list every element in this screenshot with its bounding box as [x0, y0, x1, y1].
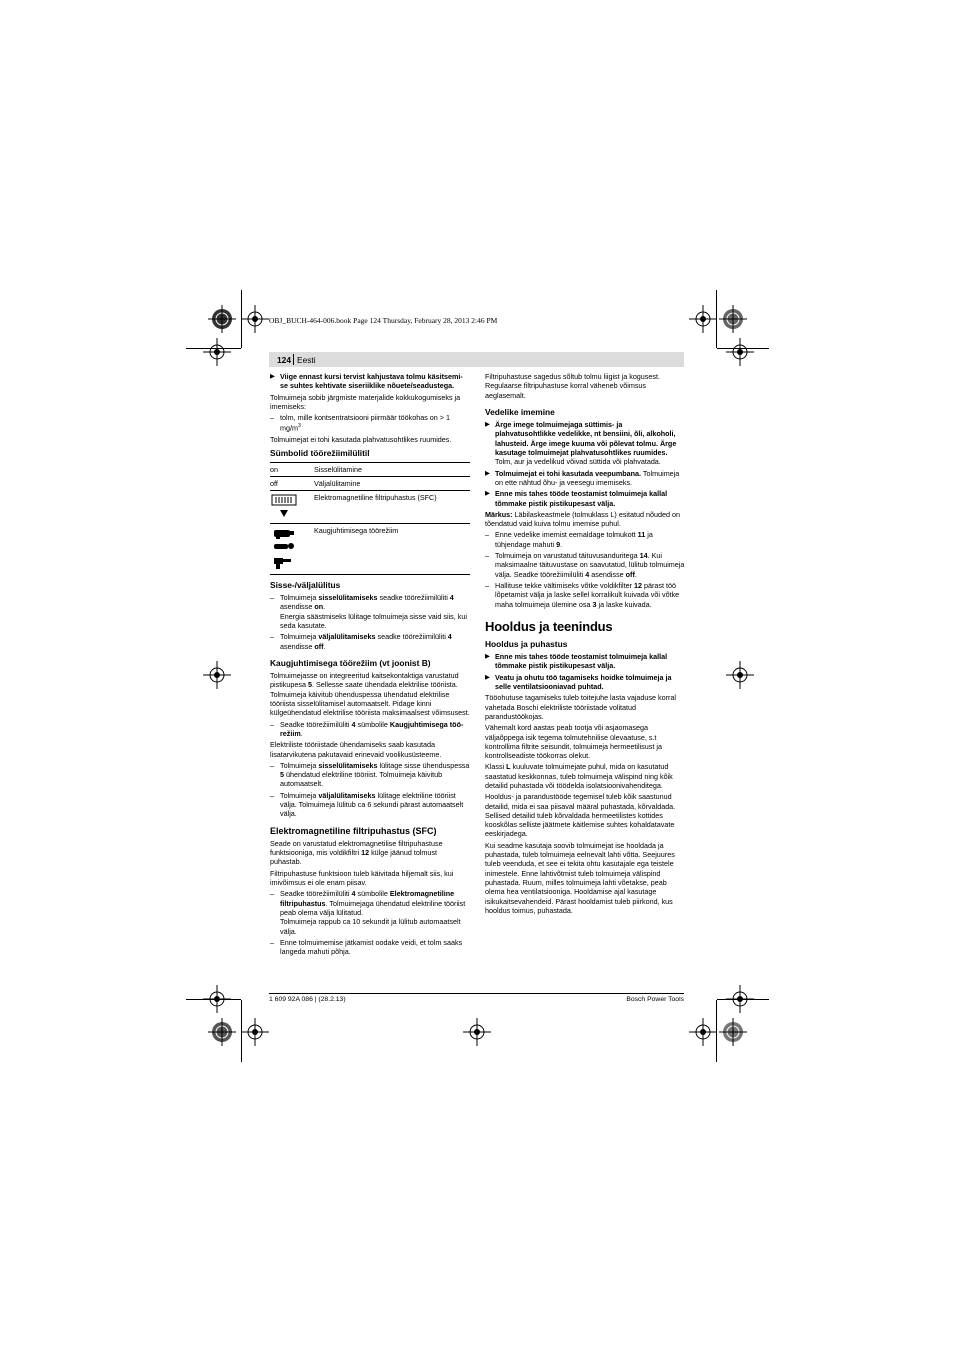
paragraph: Seade on varustatud elektromagnetilise filtripuhastuse funktsiooniga, mis voldikfiltri 12 külge jäänud tolmust puhastab.: [270, 838, 443, 867]
left-column: [270, 372, 470, 958]
symbols-table: [270, 462, 470, 575]
power-tool-icons: [270, 526, 300, 570]
warning-item: ▶ Enne mis tahes tööde teostamist tolmuimeja kallal tõmmake pistik pistikupesast välja.: [485, 652, 668, 671]
warning-item: ▶ Veatu ja ohutu töö tagamiseks hoidke tolmuimeja ja selle ventilatsiooniavad puhtad.: [485, 672, 672, 692]
page-footer: [269, 993, 684, 1003]
registration-crosshair-icon: [689, 305, 717, 333]
paragraph: Vähemalt kord aastas peab tootja või asjaomasega väljaõppega isik tegema tolmutehnilise ülevaatuse, s.t kontrollima filtrite seisundit, tolmuimeja hermeetilisust ja kontrollseadiste töökorras olekut.: [485, 723, 662, 761]
registration-target-icon: [208, 305, 236, 333]
list-item: – Tolmuimeja on varustatud täituvusanduritega 14. Kui maksimaalne täituvustase on saavutatud, lülitub tolmuimeja välja. Seadke töörežiimilüliti 4 asendisse off.: [485, 551, 685, 579]
footer-brand: Bosch Power Tools: [626, 996, 684, 1003]
list-item: – Seadke töörežiimilüliti 4 sümbolile Elektromagnetiline filtripuhastus. Tolmuimejaga ühendatud elektriline tööriist peab olema välja lülitatud. Tolmuimeja rappub ca 10 sekundit ja lülitub automaatselt välja.: [270, 889, 466, 936]
registration-crosshair-icon: [203, 985, 231, 1013]
list-item: – Tolmuimeja väljalülitamiseks seadke töörežiimilüliti 4 asendisse off.: [270, 632, 452, 651]
registration-crosshair-icon: [241, 1018, 269, 1046]
arrow-icon: ▶: [270, 373, 275, 380]
registration-target-icon: [208, 1018, 236, 1046]
registration-crosshair-icon: [726, 338, 754, 366]
paragraph: Elektriliste tööriistade ühendamiseks saab kasutada lisatarvikutena pakutavaid erinevaid voolikusüsteeme.: [270, 740, 442, 759]
arrow-icon: ▶: [485, 673, 490, 681]
sfc-filter-icon: [270, 493, 300, 519]
symbol-key: on: [270, 462, 314, 476]
paragraph: Kui seadme kasutaja soovib tolmuimejat ise hooldada ja puhastada, tuleb tolmuimeja eelnevalt lahti võtta. Seejuures tuleb veenduda, et see ei tekita ohtu kasutajale ega teistele inimestele. Enne lahtivõtmist tuleb tolmuimeja välispind puhastada. Ruum, milles tolmuimeja lahti võetakse, peab olema hea ventilatsiooniga. Hooldamise ajal kasutage isikukaitsevahendeid. Pärast hooldamist tuleb piirkond, kus hooldus toimus, puhastada.: [485, 840, 675, 915]
arrow-icon: ▶: [485, 469, 490, 477]
table-row: [270, 462, 470, 476]
registration-crosshair-icon: [203, 661, 231, 689]
page-number: 124: [277, 355, 291, 365]
registration-target-icon: [719, 305, 747, 333]
right-column: [485, 372, 685, 917]
section-heading: Sisse-/väljalülitus: [270, 579, 341, 590]
chapter-title: Hooldus ja teenindus: [485, 618, 613, 634]
paragraph: Klassi L kuuluvate tolmuimejate puhul, mida on kasutatud saastatud keskkonnas, tuleb tolmuimeja välispind ning kõik detailid puhastada või töödelda isolatsioonivahenditega.: [485, 762, 673, 790]
list-item: – Enne vedelike imemist eemaldage tolmukott 11 ja tühjendage mahuti 9.: [485, 530, 653, 549]
symbol-value: Elektromagnetiline filtripuhastus (SFC): [314, 490, 470, 523]
registration-target-icon: [719, 1018, 747, 1046]
arrow-icon: ▶: [485, 490, 490, 498]
paragraph: Tolmuimeja sobib järgmiste materjalide kokkukogumiseks ja imemiseks:: [270, 392, 461, 411]
section-heading: Hooldus ja puhastus: [485, 638, 568, 649]
symbol-key: off: [270, 476, 314, 490]
arrow-icon: ▶: [485, 421, 490, 429]
table-row: [270, 523, 470, 574]
language-label: Eesti: [297, 355, 316, 365]
symbol-value: Sisselülitamine: [314, 462, 470, 476]
page-header: [269, 352, 684, 367]
header-divider: [293, 354, 294, 365]
list-item: – tolm, mille kontsentratsiooni piirmäär töökohas on > 1 $mg/m^3$: [270, 413, 450, 433]
footer-doc-number: 1 609 92A 086 | (28.2.13): [269, 996, 346, 1003]
warning-item: ▶ Tolmuimejat ei tohi kasutada veepumbana. Tolmuimeja on ette nähtud õhu- ja veesegu imemiseks.: [485, 468, 680, 487]
paragraph: Tolmuimejasse on integreeritud kaitsekontaktiga varustatud pistikupesa 5. Sellesse saate ühendada elektrilise tööriista. Tolmuimeja käivitub ühenduspessa ühendatud elektrilise tööriista sisselülitamisel automaatselt. Pidage kinni külgeühendatud elektrilise tööriista maksimaalsest võimsusest.: [270, 671, 470, 718]
section-heading: Kaugjuhtimisega töörežiim (vt joonist B): [270, 657, 431, 668]
warning-item: ▶ Enne mis tahes tööde teostamist tolmuimeja kallal tõmmake pistik pistikupesast välja.: [485, 489, 668, 508]
arrow-icon: ▶: [485, 653, 490, 661]
section-heading: Vedelike imemine: [485, 406, 555, 417]
paragraph: Hooldus- ja parandustööde tegemisel tuleb kõik saastunud detailid, mida ei saa piisaval määral puhastada, kõrvaldada. Sellised detailid tuleb kõrvaldada hermeetilistes kottides kooskõlas selliste jäätmete käitlemise suhtes kohaldatavate eeskirjadega.: [485, 792, 676, 839]
section-heading: Sümbolid töörežiimilülitil: [270, 448, 370, 459]
warning-item: ▶ Ärge imege tolmuimejaga süttimis- ja plahvatusohtlikke vedelikke, nt bensiini, õli, alkoholi, lahusteid. Ärge imege kuuma või põlevat tolmu. Ärge kasutage tolmuimejat plahvatusohtlikes ruumides. Tolm, aur ja vedelikud võivad süttida või plahvatada.: [485, 420, 677, 467]
registration-crosshair-icon: [203, 338, 231, 366]
list-item: – Tolmuimeja sisselülitamiseks lülitage sisse ühenduspessa 5 ühendatud elektriline tööriist. Tolmuimeja käivitub automaatselt.: [270, 760, 470, 789]
registration-crosshair-icon: [689, 1018, 717, 1046]
list-item: – Hallituse tekke vältimiseks võtke voldikfilter 12 pärast töö lõpetamist välja ja laske sellel korralikult kuivada või võtke maha tolmuimeja ülemine osa 3 ja laske kuivada.: [485, 580, 680, 609]
list-item: – Enne tolmuimemise jätkamist oodake veidi, et tolm saaks langeda mahuti põhja.: [270, 937, 463, 957]
registration-crosshair-icon: [726, 661, 754, 689]
list-item: – Tolmuimeja väljalülitamiseks lülitage elektriline tööriist välja. Tolmuimeja lülitub ca 6 sekundi pärast automaatselt välja.: [270, 790, 464, 819]
registration-crosshair-icon: [726, 985, 754, 1013]
list-item: – Seadke töörežiimilüliti 4 sümbolile Kaugjuhtimisega töö-režiim.: [270, 719, 464, 738]
warning-item: ▶ Viige ennast kursi tervist kahjustava tolmu käsitsemi-se suhtes kehtivate siseriiklike nõuete/seadustega.: [270, 372, 463, 391]
symbol-value: Kaugjuhtimisega töörežiim: [314, 523, 470, 574]
registration-crosshair-icon: [241, 305, 269, 333]
table-row: [270, 490, 470, 523]
paragraph: Märkus: Läbilaskeastmele (tolmuklass L) esitatud nõuded on tõendatud vaid kuiva tolmu imemise puhul.: [485, 509, 680, 529]
print-header: OBJ_BUCH-464-006.book Page 124 Thursday, February 28, 2013 2:46 PM: [269, 316, 498, 325]
section-heading: Elektromagnetiline filtripuhastus (SFC): [270, 825, 437, 836]
table-row: [270, 476, 470, 490]
paragraph: Filtripuhastuse sagedus sõltub tolmu liigist ja kogusest. Regulaarse filtripuhastuse korral väheneb võimsus aeglasemalt.: [485, 372, 660, 400]
registration-crosshair-icon: [463, 1018, 491, 1046]
symbol-value: Väljalülitamine: [314, 476, 470, 490]
paragraph: Tolmuimejat ei tohi kasutada plahvatusohtlikes ruumides.: [270, 435, 452, 445]
list-item: – Tolmuimeja sisselülitamiseks seadke töörežiimilüliti 4 asendisse on. Energia säästmiseks lülitage tolmuimeja sisse vaid siis, kui seda kasutate.: [270, 593, 467, 630]
paragraph: Tööohutuse tagamiseks tuleb toitejuhe lasta vajaduse korral vahetada Boschi elektriliste tööriistade volitatud parandustöökojas.: [485, 693, 676, 721]
paragraph: Filtripuhastuse funktsioon tuleb käivitada hiljemalt siis, kui imivõimsus ei ole enam piisav.: [270, 868, 454, 888]
